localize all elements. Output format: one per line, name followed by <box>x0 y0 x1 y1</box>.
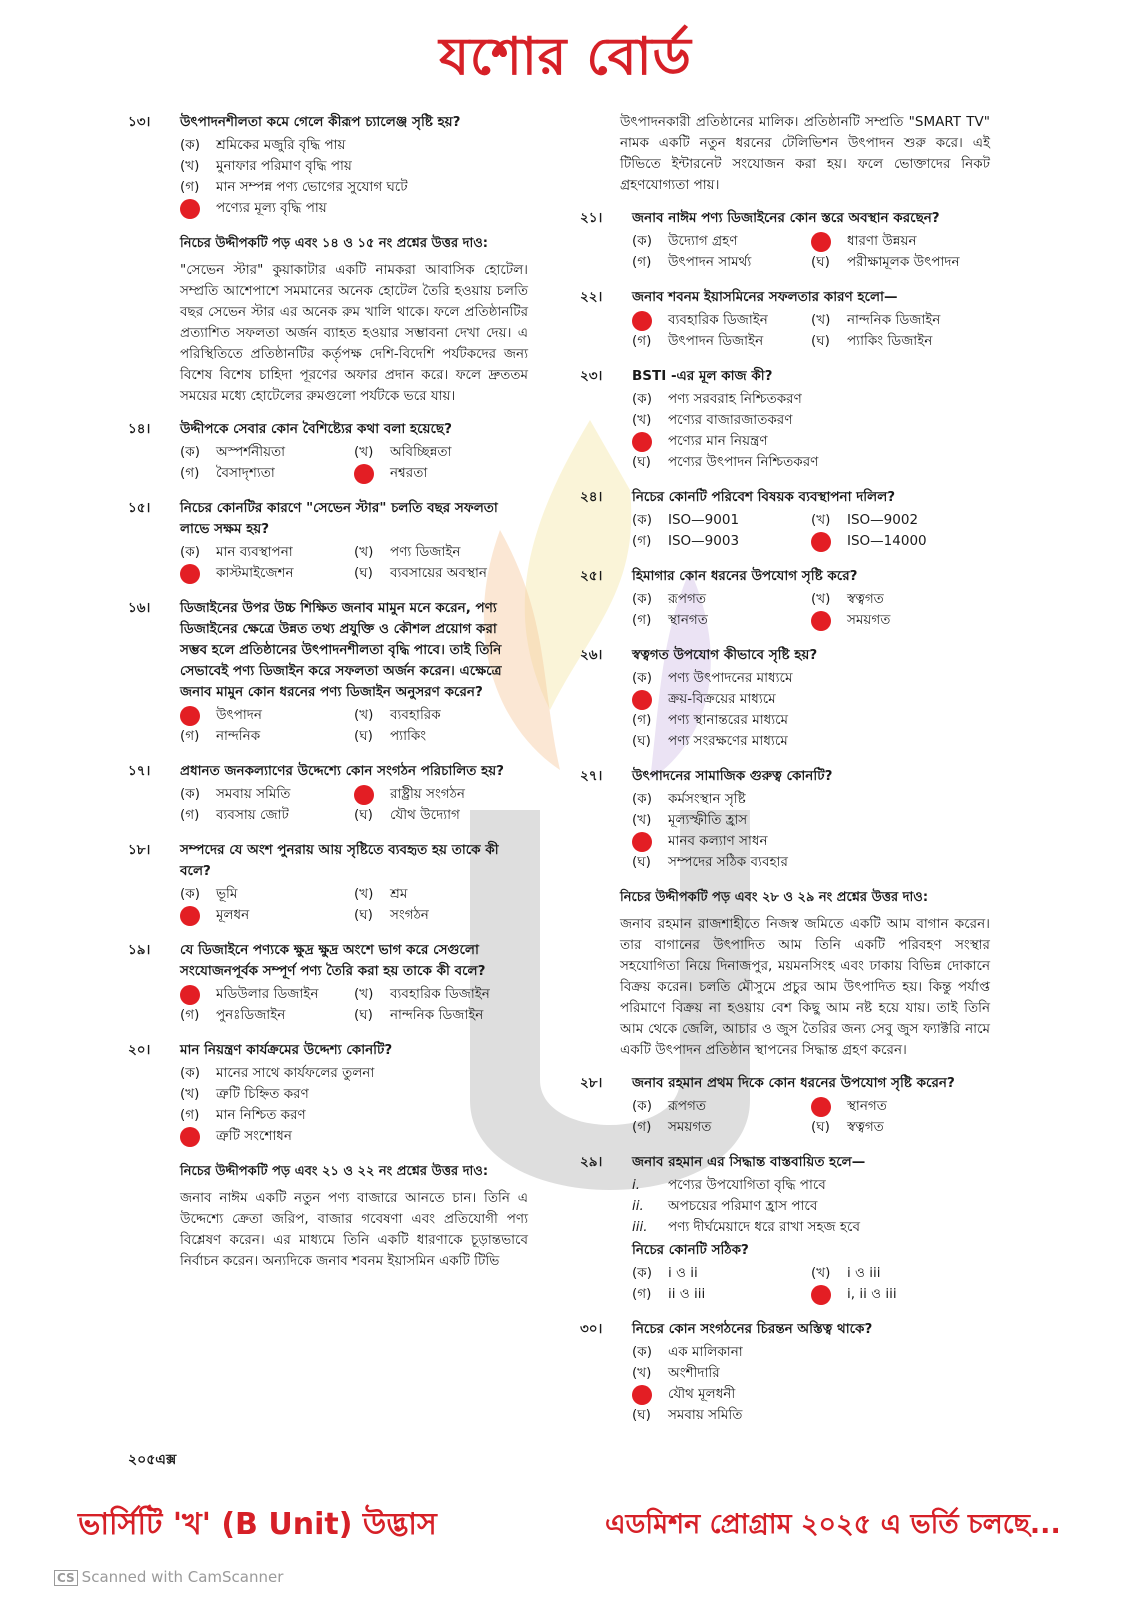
question-25: ২৫। হিমাগার কোন ধরনের উপযোগ সৃষ্টি করে? (ক) রূপগত (খ) স্বত্বগত (গ) স্থানগত সময়গত <box>580 566 990 631</box>
option: (ঘ) সম্পদের সঠিক ব্যবহার <box>632 854 788 870</box>
answer-marker-icon <box>632 432 652 452</box>
answer-option: ক্রয়-বিক্রয়ের মাধ্যমে <box>632 689 990 710</box>
option: (ক) সমবায় সমিতি <box>180 786 291 802</box>
statement: ii. অপচয়ের পরিমাণ হ্রাস পাবে <box>632 1198 818 1214</box>
right-column <box>580 112 990 1440</box>
answer-marker-icon <box>811 232 831 252</box>
option: (খ) শ্রম <box>354 886 408 902</box>
answer-option: কাস্টমাইজেশন <box>180 563 354 584</box>
answer-option: ত্রুটি সংশোধন <box>180 1126 528 1147</box>
answer-option: উৎপাদন <box>180 705 354 726</box>
option: (ঘ) পণ্য সংরক্ষণের মাধ্যমে <box>632 733 788 749</box>
stem-instruction: নিচের উদ্দীপকটি পড় এবং ১৪ ও ১৫ নং প্রশ্নের উত্তর দাও: <box>180 236 489 251</box>
option: (খ) ব্যবহারিক ডিজাইন <box>354 986 490 1002</box>
stimulus-text: "সেভেন স্টার" কুয়াকাটার একটি নামকরা আবাসিক হোটেল। সম্প্রতি আশেপাশে সমমানের অনেক হোটেল তৈরি হওয়ায় চলতি বছর সেভেন স্টার এর অনেক রুম খালি থাকে। ফলে প্রতিষ্ঠানটির প্রত্যাশিত সফলতা অর্জন ব্যাহত হওয়ার সম্ভাবনা দেখা দেয়। এ পরিস্থিতিতে প্রতিষ্ঠানটির কর্তৃপক্ষ দেশি-বিদেশি পর্যটকদের জন্য বিশেষ বিশেষ চাহিদা পূরণের অফার প্রদান করে। ফলে দ্রুততম সময়ের মধ্যে হোটেলের রুমগুলো পর্যটকে ভরে যায়। <box>180 262 528 404</box>
option: (গ) ISO—9003 <box>632 533 740 549</box>
option: (ক) ভূমি <box>180 886 238 902</box>
page-number: ২০৫এক্স <box>128 1452 177 1468</box>
option: (গ) পণ্য স্থানান্তরের মাধ্যমে <box>632 712 789 728</box>
answer-option: নশ্বরতা <box>354 463 528 484</box>
answer-marker-icon <box>811 611 831 631</box>
option: (খ) ISO—9002 <box>811 512 919 528</box>
option: (ঘ) নান্দনিক ডিজাইন <box>354 1007 484 1023</box>
option: (ক) উদ্যোগ গ্রহণ <box>632 233 738 249</box>
option: (খ) অবিচ্ছিন্নতা <box>354 444 452 460</box>
option: (ঘ) সংগঠন <box>354 907 429 923</box>
option: (ঘ) সমবায় সমিতি <box>632 1407 743 1423</box>
option: (ক) ISO—9001 <box>632 512 740 528</box>
option: (ক) এক মালিকানা <box>632 1344 743 1360</box>
answer-option: ধারণা উন্নয়ন <box>811 231 990 252</box>
answer-marker-icon <box>632 1385 652 1405</box>
option: (ঘ) ব্যবসায়ের অবস্থান <box>354 565 487 581</box>
option: (গ) বৈসাদৃশ্যতা <box>180 465 275 481</box>
answer-marker-icon <box>180 985 200 1005</box>
answer-marker-icon <box>180 706 200 726</box>
question-23: ২৩। BSTI -এর মূল কাজ কী? (ক) পণ্য সরবরাহ নিশ্চিতকরণ (খ) পণ্যের বাজারজাতকরণ পণ্যের মান নিয়ন্ত্রণ (ঘ) পণ্যের উৎপাদন নিশ্চিতকরণ <box>580 366 990 473</box>
option: (ঘ) স্বত্বগত <box>811 1119 884 1135</box>
stimulus-text: জনাব নাঈম একটি নতুন পণ্য বাজারে আনতে চান। তিনি এ উদ্দেশ্যে ক্রেতা জরিপ, বাজার গবেষণা এবং প্রতিযোগী পণ্য বিশ্লেষণ করেন। এর মাধ্যমে তিনি একটি ধারণাকে চূড়ান্তভাবে নির্বাচন করেন। অন্যদিকে জনাব শবনম ইয়াসমিন একটি টিভি <box>180 1190 528 1269</box>
option: (খ) নান্দনিক ডিজাইন <box>811 312 941 328</box>
option: (ক) পণ্য সরবরাহ নিশ্চিতকরণ <box>632 391 802 407</box>
option: (খ) পণ্যের বাজারজাতকরণ <box>632 412 793 428</box>
option: (গ) মান নিশ্চিত করণ <box>180 1107 306 1123</box>
question-16: ১৬। ডিজাইনের উপর উচ্চ শিক্ষিত জনাব মামুন মনে করেন, পণ্য ডিজাইনের ক্ষেত্রে উন্নত তথ্য প্রযুক্তি ও কৌশল প্রয়োগ করা সম্ভব হলে প্রতিষ্ঠানের উৎপাদনশীলতা বৃদ্ধি পাবে। তাই তিনি সেভাবেই পণ্য ডিজাইন করে সফলতা অর্জন করেন। এক্ষেত্রে জনাব মামুন কোন ধরনের পণ্য ডিজাইন অনুসরণ করেন? উৎপাদন (খ) ব্যবহারিক (গ) নান্দনিক (ঘ) প্যাকিং <box>128 598 528 747</box>
option: (গ) উৎপাদন ডিজাইন <box>632 333 764 349</box>
option: (ক) রূপগত <box>632 1098 706 1114</box>
option: (খ) পণ্য ডিজাইন <box>354 544 461 560</box>
option: (খ) ত্রুটি চিহ্নিত করণ <box>180 1086 309 1102</box>
footer-promo: এডমিশন প্রোগ্রাম ২০২৫ এ ভর্তি চলছে... <box>605 1509 1061 1540</box>
answer-option: পণ্যের মূল্য বৃদ্ধি পায় <box>180 198 528 219</box>
camscanner-icon: CS <box>54 1570 78 1586</box>
answer-marker-icon <box>632 690 652 710</box>
question-28: ২৮। জনাব রহমান প্রথম দিকে কোন ধরনের উপযোগ সৃষ্টি করেন? (ক) রূপগত স্থানগত (গ) সময়গত (ঘ) স্বত্বগত <box>580 1073 990 1138</box>
option: (ঘ) পরীক্ষামূলক উৎপাদন <box>811 254 960 270</box>
question-22: ২২। জনাব শবনম ইয়াসমিনের সফলতার কারণ হলো— ব্যবহারিক ডিজাইন (খ) নান্দনিক ডিজাইন (গ) উৎপাদন ডিজাইন (ঘ) প্যাকিং ডিজাইন <box>580 287 990 352</box>
option: (গ) পুনঃডিজাইন <box>180 1007 286 1023</box>
option: (ঘ) প্যাকিং ডিজাইন <box>811 333 933 349</box>
option: (ক) কর্মসংস্থান সৃষ্টি <box>632 791 746 807</box>
option: (গ) সময়গত <box>632 1119 712 1135</box>
option: (খ) স্বত্বগত <box>811 591 884 607</box>
question-17: ১৭। প্রধানত জনকল্যাণের উদ্দেশ্যে কোন সংগঠন পরিচালিত হয়? (ক) সমবায় সমিতি রাষ্ট্রীয় সংগঠন (গ) ব্যবসায় জোট (ঘ) যৌথ উদ্যোগ <box>128 761 528 826</box>
answer-option: ISO—14000 <box>811 531 990 552</box>
answer-marker-icon <box>354 464 374 484</box>
question-27: ২৭। উৎপাদনের সামাজিক গুরুত্ব কোনটি? (ক) কর্মসংস্থান সৃষ্টি (খ) মূল্যস্ফীতি হ্রাস মানব কল্যাণ সাধন (ঘ) সম্পদের সঠিক ব্যবহার <box>580 766 990 873</box>
question-29: ২৯। জনাব রহমান এর সিদ্ধান্ত বাস্তবায়িত হলে— i. পণ্যের উপযোগিতা বৃদ্ধি পাবে ii. অপচয়ের পরিমাণ হ্রাস পাবে iii. পণ্য দীর্ঘমেয়াদে ধরে রাখা সহজ হবে নিচের কোনটি সঠিক? (ক) i ও ii (খ) i ও iii (গ) ii ও iii i, ii ও iii <box>580 1152 990 1305</box>
question-20: ২০। মান নিয়ন্ত্রণ কার্যক্রমের উদ্দেশ্য কোনটি? (ক) মানের সাথে কার্যফলের তুলনা (খ) ত্রুটি চিহ্নিত করণ (গ) মান নিশ্চিত করণ ত্রুটি সংশোধন <box>128 1040 528 1147</box>
answer-option: সময়গত <box>811 610 990 631</box>
answer-marker-icon <box>811 1285 831 1305</box>
question-13: ১৩। উৎপাদনশীলতা কমে গেলে কীরূপ চ্যালেঞ্জ সৃষ্টি হয়? (ক) শ্রমিকের মজুরি বৃদ্ধি পায় (খ) মুনাফার পরিমাণ বৃদ্ধি পায় (গ) মান সম্পন্ন পণ্য ভোগের সুযোগ ঘটে পণ্যের মূল্য বৃদ্ধি পায় <box>128 112 528 219</box>
answer-option: মূলধন <box>180 905 354 926</box>
statement: i. পণ্যের উপযোগিতা বৃদ্ধি পাবে <box>632 1177 826 1193</box>
question-30: ৩০। নিচের কোন সংগঠনের চিরন্তন অস্তিত্ব থাকে? (ক) এক মালিকানা (খ) অংশীদারি যৌথ মূলধনী (ঘ) সমবায় সমিতি <box>580 1319 990 1426</box>
option: (খ) i ও iii <box>811 1265 881 1281</box>
question-14: ১৪। উদ্দীপকে সেবার কোন বৈশিষ্ট্যের কথা বলা হয়েছে? (ক) অস্পর্শনীয়তা (খ) অবিচ্ছিন্নতা (গ) বৈসাদৃশ্যতা নশ্বরতা <box>128 419 528 484</box>
page-title: যশোর বোর্ড <box>439 27 692 87</box>
question-21: ২১। জনাব নাঈম পণ্য ডিজাইনের কোন স্তরে অবস্থান করছেন? (ক) উদ্যোগ গ্রহণ ধারণা উন্নয়ন (গ) উৎপাদন সামর্থ্য (ঘ) পরীক্ষামূলক উৎপাদন <box>580 208 990 273</box>
question-18: ১৮। সম্পদের যে অংশ পুনরায় আয় সৃষ্টিতে ব্যবহৃত হয় তাকে কী বলে? (ক) ভূমি (খ) শ্রম মূলধন (ঘ) সংগঠন <box>128 840 528 926</box>
statement: iii. পণ্য দীর্ঘমেয়াদে ধরে রাখা সহজ হবে <box>632 1219 860 1235</box>
option: (খ) অংশীদারি <box>632 1365 720 1381</box>
stimulus-text: জনাব রহমান রাজশাহীতে নিজস্ব জমিতে একটি আম বাগান করেন। তার বাগানের উৎপাদিত আম তিনি একটি পরিবহণ সংস্থার সহযোগিতা নিয়ে দিনাজপুর, ময়মনসিংহ এবং ঢাকায় বিভিন্ন দোকানে বিক্রয় করেন। চলতি মৌসুমে প্রচুর আম উৎপাদিত হয়। কিন্তু পর্যাপ্ত পরিমাণে বিক্রয় না হওয়ায় বেশ কিছু আম নষ্ট হয়ে যায়। তাই তিনি আম থেকে জেলি, আচার ও জুস তৈরির জন্য সেবু জুস ফ্যাক্টরি নামে একটি উৎপাদন প্রতিষ্ঠান স্থাপনের সিদ্ধান্ত গ্রহণ করেন। <box>620 916 990 1058</box>
answer-marker-icon <box>632 832 652 852</box>
option: (খ) মূল্যস্ফীতি হ্রাস <box>632 812 748 828</box>
question-26: ২৬। স্বত্বগত উপযোগ কীভাবে সৃষ্টি হয়? (ক) পণ্য উৎপাদনের মাধ্যমে ক্রয়-বিক্রয়ের মাধ্যমে (গ) পণ্য স্থানান্তরের মাধ্যমে (ঘ) পণ্য সংরক্ষণের মাধ্যমে <box>580 645 990 752</box>
option: (ঘ) প্যাকিং <box>354 728 427 744</box>
answer-marker-icon <box>180 199 200 219</box>
question-19: ১৯। যে ডিজাইনে পণ্যকে ক্ষুদ্র ক্ষুদ্র অংশে ভাগ করে সেগুলো সংযোজনপূর্বক সম্পূর্ণ পণ্য তৈরি করা হয় তাকে কী বলে? মডিউলার ডিজাইন (খ) ব্যবহারিক ডিজাইন (গ) পুনঃডিজাইন (ঘ) নান্দনিক ডিজাইন <box>128 940 528 1026</box>
scanner-watermark: CS Scanned with CamScanner <box>54 1568 283 1586</box>
question-15: ১৫। নিচের কোনটির কারণে "সেভেন স্টার" চলতি বছর সফলতা লাভে সক্ষম হয়? (ক) মান ব্যবস্থাপনা (খ) পণ্য ডিজাইন কাস্টমাইজেশন (ঘ) ব্যবসায়ের অবস্থান <box>128 498 528 584</box>
answer-option: যৌথ মূলধনী <box>632 1384 990 1405</box>
answer-marker-icon <box>180 564 200 584</box>
option: (গ) মান সম্পন্ন পণ্য ভোগের সুযোগ ঘটে <box>180 179 408 195</box>
answer-marker-icon <box>811 1097 831 1117</box>
stem-instruction: নিচের উদ্দীপকটি পড় এবং ২৮ ও ২৯ নং প্রশ্নের উত্তর দাও: <box>620 890 929 905</box>
option: (গ) ii ও iii <box>632 1286 706 1302</box>
option: (ক) শ্রমিকের মজুরি বৃদ্ধি পায় <box>180 137 346 153</box>
left-column <box>128 112 528 1284</box>
option: (ক) পণ্য উৎপাদনের মাধ্যমে <box>632 670 793 686</box>
option: (ক) মান ব্যবস্থাপনা <box>180 544 293 560</box>
option: (খ) ব্যবহারিক <box>354 707 441 723</box>
answer-option: স্থানগত <box>811 1096 990 1117</box>
answer-marker-icon <box>180 906 200 926</box>
option: (ক) রূপগত <box>632 591 706 607</box>
answer-marker-icon <box>354 785 374 805</box>
question-24: ২৪। নিচের কোনটি পরিবেশ বিষয়ক ব্যবস্থাপনা দলিল? (ক) ISO—9001 (খ) ISO—9002 (গ) ISO—9003 ISO—14000 <box>580 487 990 552</box>
answer-marker-icon <box>180 1127 200 1147</box>
option: (ক) অস্পর্শনীয়তা <box>180 444 286 460</box>
answer-option: মডিউলার ডিজাইন <box>180 984 354 1005</box>
answer-option: রাষ্ট্রীয় সংগঠন <box>354 784 528 805</box>
option: (গ) ব্যবসায় জোট <box>180 807 289 823</box>
answer-marker-icon <box>632 311 652 331</box>
answer-option: মানব কল্যাণ সাধন <box>632 831 990 852</box>
option: (গ) নান্দনিক <box>180 728 261 744</box>
option: (গ) স্থানগত <box>632 612 708 628</box>
option: (ক) মানের সাথে কার্যফলের তুলনা <box>180 1065 375 1081</box>
stem-instruction: নিচের উদ্দীপকটি পড় এবং ২১ ও ২২ নং প্রশ্নের উত্তর দাও: <box>180 1164 489 1179</box>
stimulus-text-continued: উৎপাদনকারী প্রতিষ্ঠানের মালিক। প্রতিষ্ঠানটি সম্প্রতি "SMART TV" নামক একটি নতুন ধরনের টেলিভিশন উৎপাদন শুরু করে। এই টিভিতে ইন্টারনেট সংযোজন করা হয়। ফলে ভোক্তাদের নিকট গ্রহণযোগ্যতা পায়। <box>620 114 990 193</box>
option: (ঘ) যৌথ উদ্যোগ <box>354 807 460 823</box>
answer-marker-icon <box>811 532 831 552</box>
option: (খ) মুনাফার পরিমাণ বৃদ্ধি পায় <box>180 158 352 174</box>
option: (ঘ) পণ্যের উৎপাদন নিশ্চিতকরণ <box>632 454 819 470</box>
option: (ক) i ও ii <box>632 1265 698 1281</box>
answer-option: পণ্যের মান নিয়ন্ত্রণ <box>632 431 990 452</box>
answer-option: i, ii ও iii <box>811 1284 990 1305</box>
footer-brand: ভার্সিটি 'খ' (B Unit) উদ্ভাস <box>78 1507 437 1542</box>
option: (গ) উৎপাদন সামর্থ্য <box>632 254 752 270</box>
answer-option: ব্যবহারিক ডিজাইন <box>632 310 811 331</box>
